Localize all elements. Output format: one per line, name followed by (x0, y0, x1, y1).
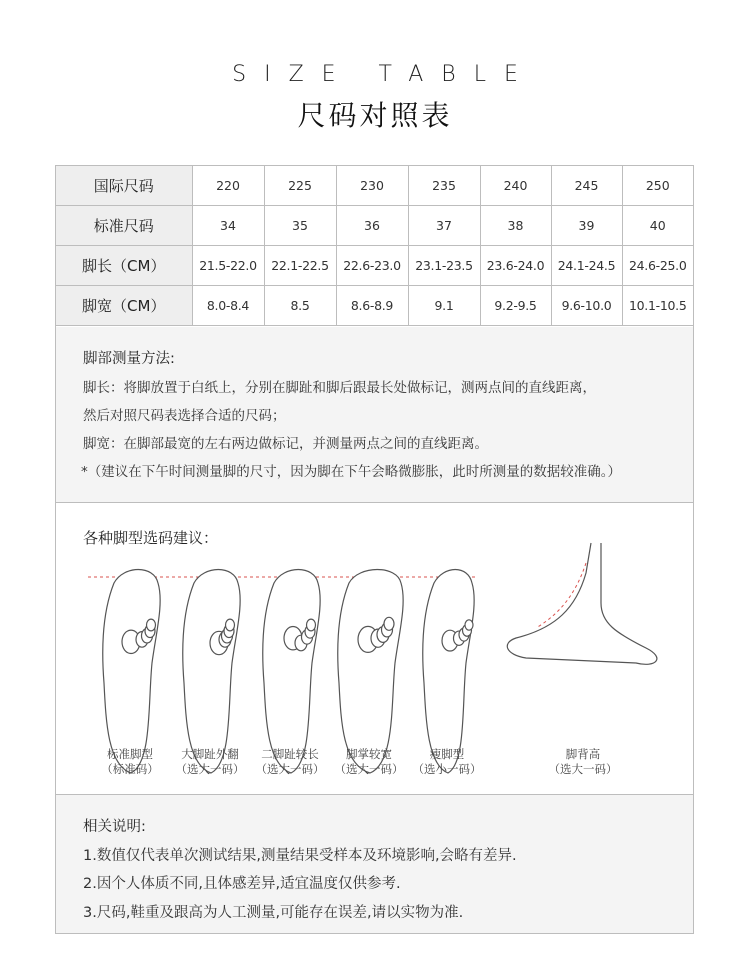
toe-outline (226, 619, 235, 631)
size-table-row (56, 286, 693, 326)
size-cell: 225 (264, 166, 336, 206)
size-cell: 39 (551, 206, 622, 246)
foot-type-caption (245, 747, 335, 777)
foot-types-heading: 各种脚型选码建议： (83, 529, 219, 547)
size-cell: 230 (336, 166, 408, 206)
size-cell: 38 (480, 206, 551, 246)
size-cell: 23.6-24.0 (480, 246, 551, 286)
foot-type-caption (324, 747, 414, 777)
size-cell: 8.6-8.9 (336, 286, 408, 326)
foot-type-name: 标准脚型 (107, 747, 153, 761)
size-cell: 36 (336, 206, 408, 246)
foot-type-advice: （选小一码） (412, 762, 482, 776)
size-cell: 250 (622, 166, 693, 206)
size-table-row (56, 246, 693, 286)
note-line: 1.数值仅代表单次测试结果,测量结果受样本及环境影响,会略有差异. (83, 848, 517, 864)
foot-type-name: 瘦脚型 (429, 747, 465, 761)
size-row-label: 国际尺码 (56, 166, 192, 206)
size-cell: 35 (264, 206, 336, 246)
foot-sole-outline (183, 570, 240, 774)
toe-outline (465, 620, 473, 630)
foot-type-name: 二脚趾较长 (261, 747, 319, 761)
title-chinese: 尺码对照表 (297, 99, 453, 132)
size-cell: 10.1-10.5 (622, 286, 693, 326)
size-cell: 245 (551, 166, 622, 206)
size-cell: 240 (480, 166, 551, 206)
size-cell: 21.5-22.0 (192, 246, 264, 286)
foot-type-advice: （选大一码） (255, 762, 325, 776)
size-cell: 235 (408, 166, 480, 206)
toe-outline (307, 619, 316, 631)
size-cell: 9.2-9.5 (480, 286, 551, 326)
foot-type-advice: （选大一码） (175, 762, 245, 776)
size-table (56, 166, 693, 326)
foot-type-name: 脚背高 (565, 747, 601, 761)
foot-sole-outline (263, 570, 320, 774)
size-cell: 8.5 (264, 286, 336, 326)
size-cell: 220 (192, 166, 264, 206)
foot-sole-outline (423, 570, 474, 774)
foot-type-advice: （标准码） (101, 762, 159, 776)
measure-heading: 脚部测量方法: (83, 351, 175, 367)
title-english: SIZE TABLE (232, 62, 536, 87)
measure-line: *（建议在下午时间测量脚的尺寸，因为脚在下午会略微膨胀，此时所测量的数据较准确。） (81, 464, 621, 480)
measure-method-section (56, 327, 693, 503)
measure-line: 脚长：将脚放置于白纸上，分别在脚趾和脚后跟最长处做标记，测两点间的直线距离， (83, 380, 596, 396)
foot-type-caption (165, 747, 255, 777)
toe-outline (147, 619, 156, 631)
foot-types-section (56, 503, 693, 795)
foot-type-caption (85, 747, 175, 777)
foot-type-advice: （选大一码） (548, 762, 618, 776)
foot-type-caption (402, 747, 492, 777)
size-table-row (56, 206, 693, 246)
notes-heading: 相关说明: (83, 819, 146, 835)
note-line: 2.因个人体质不同,且体感差异,适宜温度仅供参考. (83, 876, 401, 892)
size-cell: 37 (408, 206, 480, 246)
foot-type-name: 脚掌较宽 (346, 747, 392, 761)
measure-line: 然后对照尺码表选择合适的尺码； (83, 408, 286, 424)
foot-sole-outline (338, 570, 403, 774)
side-foot-outline (507, 543, 657, 664)
foot-sole-outline (103, 570, 160, 774)
foot-type-caption (538, 747, 628, 777)
foot-type-advice: （选大一码） (334, 762, 404, 776)
size-cell: 9.6-10.0 (551, 286, 622, 326)
size-cell: 22.6-23.0 (336, 246, 408, 286)
note-line: 3.尺码,鞋重及跟高为人工测量,可能存在误差,请以实物为准. (83, 905, 464, 921)
size-cell: 24.6-25.0 (622, 246, 693, 286)
size-row-label: 标准尺码 (56, 206, 192, 246)
size-cell: 8.0-8.4 (192, 286, 264, 326)
size-row-label: 脚宽（CM） (56, 286, 192, 326)
size-table-row (56, 166, 693, 206)
size-cell: 40 (622, 206, 693, 246)
toe-outline (384, 617, 394, 630)
size-cell: 22.1-22.5 (264, 246, 336, 286)
size-cell: 23.1-23.5 (408, 246, 480, 286)
measure-line: 脚宽：在脚部最宽的左右两边做标记，并测量两点之间的直线距离。 (83, 436, 488, 452)
size-row-label: 脚长（CM） (56, 246, 192, 286)
size-chart-frame (55, 165, 694, 934)
size-cell: 34 (192, 206, 264, 246)
size-cell: 24.1-24.5 (551, 246, 622, 286)
notes-section (56, 795, 693, 933)
foot-type-name: 大脚趾外翻 (181, 747, 239, 761)
size-cell: 9.1 (408, 286, 480, 326)
